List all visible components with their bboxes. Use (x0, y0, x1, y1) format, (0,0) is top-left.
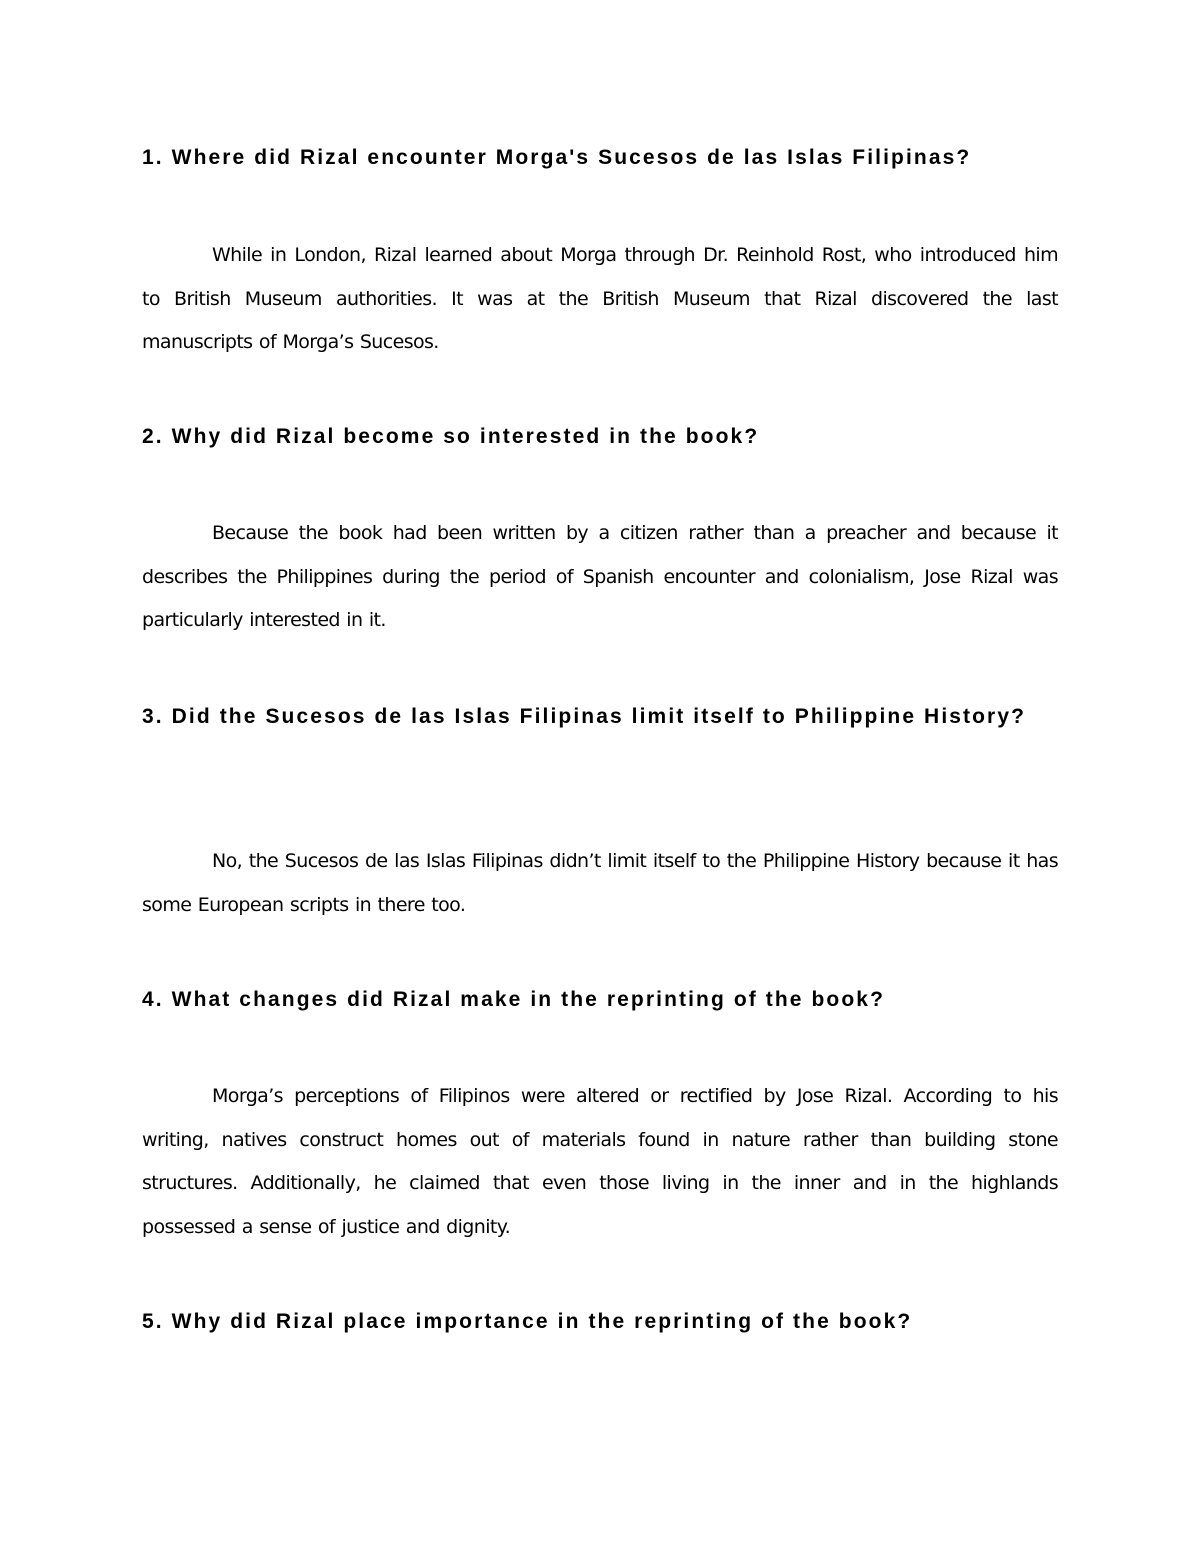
answer-3-paragraph: No, the Sucesos de las Islas Filipinas didn’t limit itself to the Philippine History because it has some European scripts in there too. (142, 850, 1058, 916)
question-4-heading: 4. What changes did Rizal make in the reprinting of the book? (142, 988, 885, 1011)
answer-2-paragraph: Because the book had been written by a citizen rather than a preacher and because it describes the Philippines during the period of Spanish encounter and colonialism, Jose Rizal was particularly interested in it. (142, 522, 1058, 631)
question-1-heading: 1. Where did Rizal encounter Morga's Sucesos de las Islas Filipinas? (142, 146, 972, 169)
answer-1-paragraph: While in London, Rizal learned about Morga through Dr. Reinhold Rost, who introduced him to British Museum authorities. It was at the British Museum that Rizal discovered the last manuscripts of Morga’s Sucesos. (142, 244, 1058, 353)
answer-4-paragraph: Morga’s perceptions of Filipinos were altered or rectified by Jose Rizal. According to his writing, natives construct homes out of materials found in nature rather than building stone structures. Additionally, he claimed that even those living in the inner and in the highlands possessed a sense of justice and dignity. (142, 1085, 1058, 1238)
question-5-heading: 5. Why did Rizal place importance in the reprinting of the book? (142, 1310, 913, 1333)
question-3-heading: 3. Did the Sucesos de las Islas Filipinas limit itself to Philippine History? (142, 705, 1027, 728)
question-2-heading: 2. Why did Rizal become so interested in the book? (142, 425, 760, 448)
